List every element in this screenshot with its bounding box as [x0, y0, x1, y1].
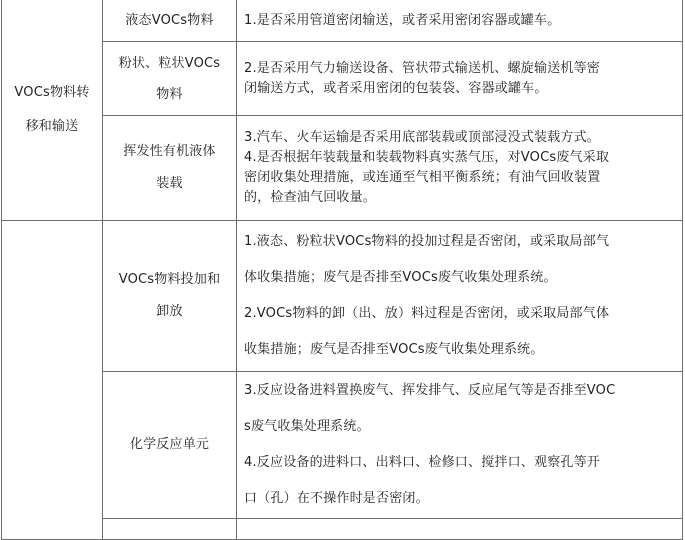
category-label-line: 移和输送 — [25, 119, 79, 134]
table-row — [2, 42, 683, 116]
subcategory-cell — [103, 519, 237, 540]
subcategory-cell — [103, 116, 237, 221]
subcategory-label: 化学反应单元 — [129, 437, 210, 452]
subcategory-label: 粉状、粒状VOCs — [118, 55, 221, 71]
requirement-cell — [237, 0, 683, 42]
requirement-cell — [237, 519, 683, 540]
subcategory-label: 物料 — [156, 86, 183, 102]
requirement-text: 2.是否采用气力输送设备、管状带式输送机、螺旋输送机等密 闭输送方式，或者采用密闭的包装袋、容器或罐车。 — [244, 60, 601, 96]
category-cell-material-transfer — [2, 0, 103, 221]
requirement-text: 1.是否采用管道密闭输送，或者采用密闭容器或罐车。 — [244, 12, 561, 28]
requirement-text: 1.液态、粉粒状VOCs物料的投加过程是否密闭，或采取局部气 体收集措施；废气是否排至VOCs废气收集处理系统。 — [244, 234, 610, 285]
subcategory-label: 装载 — [156, 176, 183, 191]
category-cell-empty — [2, 221, 103, 540]
requirement-text: 3.汽车、火车运输是否采用底部装载或顶部浸没式装载方式。 — [244, 130, 601, 145]
requirement-cell — [237, 221, 683, 372]
subcategory-cell — [103, 372, 237, 519]
subcategory-label: 卸放 — [156, 304, 183, 319]
subcategory-cell — [103, 42, 237, 116]
subcategory-label: VOCs物料投加和 — [118, 272, 221, 287]
requirement-text: 3.反应设备进料置换废气、挥发排气、反应尾气等是否排至VOC s废气收集处理系统。 — [244, 383, 616, 434]
table-row — [2, 519, 683, 540]
requirement-text: 4.反应设备的进料口、出料口、检修口、搅拌口、观察孔等开 口（孔）在不操作时是否密闭。 — [244, 455, 601, 506]
inspection-table — [1, 0, 683, 540]
table-row — [2, 372, 683, 519]
subcategory-cell — [103, 0, 237, 42]
table-row — [2, 116, 683, 221]
requirement-text: 4.是否根据年装载量和装载物料真实蒸气压，对VOCs废气采取 密闭收集处理措施，或连通至气相平衡系统；有油气回收装置 的，检查油气回收量。 — [244, 150, 610, 205]
category-label-line: VOCs物料转 — [14, 85, 90, 100]
requirement-cell — [237, 42, 683, 116]
requirement-cell — [237, 116, 683, 221]
table-row — [2, 221, 683, 372]
subcategory-label: 挥发性有机液体 — [123, 144, 216, 159]
table-row — [2, 0, 683, 42]
requirement-text: 2.VOCs物料的卸（出、放）料过程是否密闭，或采取局部气体 收集措施；废气是否排至VOCs废气收集处理系统。 — [244, 306, 610, 357]
requirement-cell — [237, 372, 683, 519]
subcategory-cell — [103, 221, 237, 372]
subcategory-label: 液态VOCs物料 — [125, 12, 214, 28]
